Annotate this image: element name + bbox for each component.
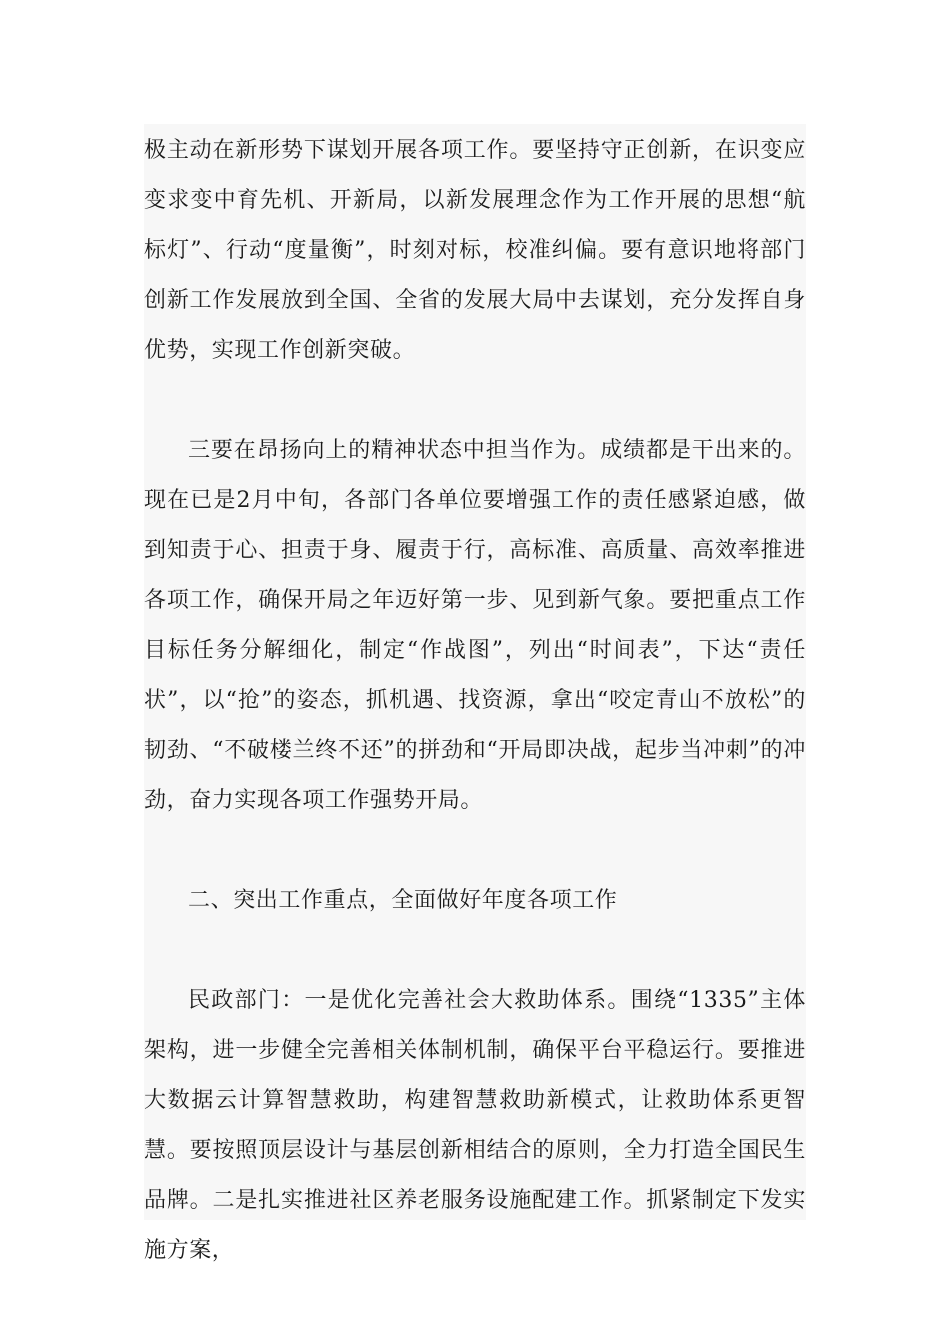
document-text-block xyxy=(144,124,806,1263)
paragraph-spirit: 三要在昂扬向上的精神状态中担当作为。成绩都是干出来的。现在已是2月中旬，各部门各单位要增强工作的责任感紧迫感，做到知责于心、担责于身、履责于行，高标准、高质量、高效率推进各项工作，确保开局之年迈好第一步、见到新气象。要把重点工作目标任务分解细化，制定“作战图”，列出“时间表”，下达“责任状”，以“抢”的姿态，抓机遇、找资源，拿出“咬定青山不放松”的韧劲、“不破楼兰终不还”的拼劲和“开局即决战，起步当冲刺”的冲劲，奋力实现各项工作强势开局。 xyxy=(144,438,806,813)
section-heading: 二、突出工作重点，全面做好年度各项工作 xyxy=(188,888,618,913)
paragraph-civil-affairs: 民政部门：一是优化完善社会大救助体系。围绕“1335”主体架构，进一步健全完善相关体制机制，确保平台平稳运行。要推进大数据云计算智慧救助，构建智慧救助新模式，让救助体系更智慧。要按照顶层设计与基层创新相结合的原则，全力打造全国民生品牌。二是扎实推进社区养老服务设施配建工作。抓紧制定下发实施方案， xyxy=(144,988,806,1263)
paragraph-continued: 极主动在新形势下谋划开展各项工作。要坚持守正创新，在识变应变求变中育先机、开新局，以新发展理念作为工作开展的思想“航标灯”、行动“度量衡”，时刻对标，校准纠偏。要有意识地将部门创新工作发展放到全国、全省的发展大局中去谋划，充分发挥自身优势，实现工作创新突破。 xyxy=(144,138,806,363)
